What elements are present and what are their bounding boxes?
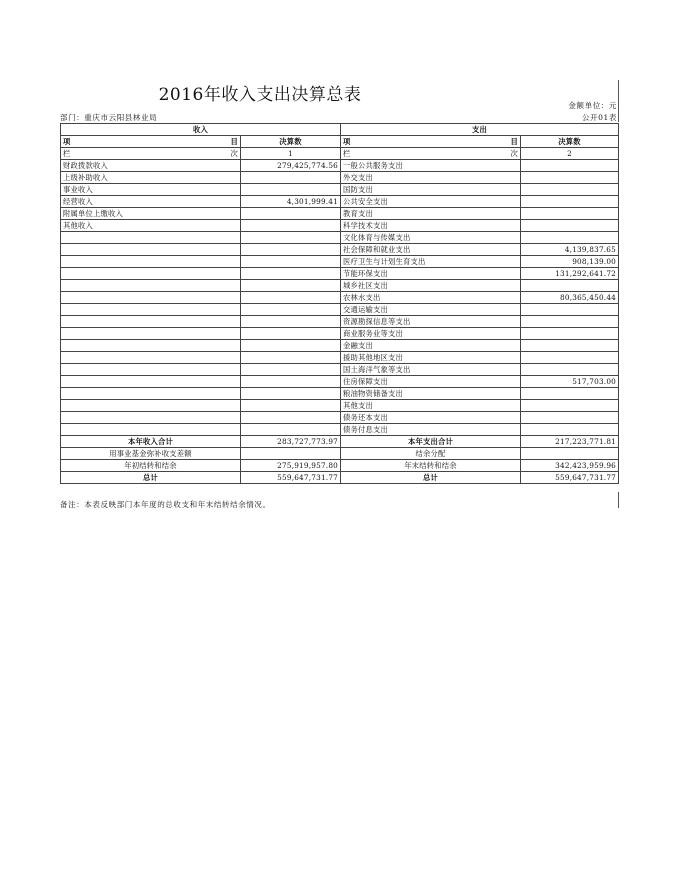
income-amount	[241, 292, 341, 304]
summary-row	[61, 460, 619, 472]
expense-item-label: 援助其他地区支出	[341, 352, 521, 364]
table-row	[61, 364, 619, 376]
income-col-index: 1	[241, 148, 341, 160]
form-number: 公开01表	[581, 113, 617, 122]
income-summary-label: 总计	[61, 472, 241, 484]
table-row	[61, 196, 619, 208]
income-item-label	[61, 232, 241, 244]
income-summary-label: 用事业基金弥补收支差额	[61, 448, 241, 460]
expense-item-label: 债务付息支出	[341, 424, 521, 436]
table-row	[61, 352, 619, 364]
income-item-label	[61, 400, 241, 412]
income-item-label: 经营收入	[61, 196, 241, 208]
expense-item-label: 国土海洋气象等支出	[341, 364, 521, 376]
table-row	[61, 268, 619, 280]
table-row	[61, 292, 619, 304]
table-row	[61, 376, 619, 388]
expense-item-label: 医疗卫生与计划生育支出	[341, 256, 521, 268]
income-amount	[241, 412, 341, 424]
expense-item-header: 项 目	[341, 136, 521, 148]
expense-item-label: 社会保障和就业支出	[341, 244, 521, 256]
expense-amount: 4,139,837.65	[521, 244, 619, 256]
income-amount	[241, 304, 341, 316]
income-amount	[241, 244, 341, 256]
page-edge-line-top	[618, 80, 619, 122]
income-amount	[241, 352, 341, 364]
expense-amount	[521, 364, 619, 376]
income-amount: 279,425,774.56	[241, 160, 341, 172]
expense-amount: 80,365,450.44	[521, 292, 619, 304]
column-header-row	[61, 136, 619, 148]
expense-amount	[521, 328, 619, 340]
income-amount	[241, 328, 341, 340]
income-item-label: 上级补助收入	[61, 172, 241, 184]
table-row	[61, 328, 619, 340]
expense-item-label: 商业服务业等支出	[341, 328, 521, 340]
expense-lan-ci: 栏 次	[341, 148, 521, 160]
column-index-row	[61, 148, 619, 160]
income-item-label	[61, 376, 241, 388]
expense-item-label: 农林水支出	[341, 292, 521, 304]
income-amount	[241, 280, 341, 292]
expense-header: 支出	[341, 124, 619, 136]
footnote: 备注：本表反映部门本年度的总收支和年末结转结余情况。	[60, 500, 271, 509]
expense-item-label: 文化体育与传媒支出	[341, 232, 521, 244]
expense-amount	[521, 196, 619, 208]
expense-amount	[521, 232, 619, 244]
income-amount: 4,301,999.41	[241, 196, 341, 208]
expense-amount	[521, 208, 619, 220]
expense-item-label: 公共安全支出	[341, 196, 521, 208]
page-edge-line-bottom	[618, 492, 619, 508]
expense-summary-amount: 559,647,731.77	[521, 472, 619, 484]
expense-amount	[521, 316, 619, 328]
unit-label: 金额单位：元	[568, 101, 617, 110]
table-row	[61, 208, 619, 220]
table-row	[61, 316, 619, 328]
expense-item-label: 国防支出	[341, 184, 521, 196]
income-summary-amount: 275,919,957.80	[241, 460, 341, 472]
income-item-label	[61, 244, 241, 256]
income-amount	[241, 376, 341, 388]
income-item-label	[61, 316, 241, 328]
income-amount	[241, 184, 341, 196]
expense-amount	[521, 184, 619, 196]
table-row	[61, 244, 619, 256]
expense-amount	[521, 280, 619, 292]
table-row	[61, 160, 619, 172]
income-summary-amount	[241, 448, 341, 460]
expense-item-label: 资源勘探信息等支出	[341, 316, 521, 328]
income-item-label: 其他收入	[61, 220, 241, 232]
table-row	[61, 220, 619, 232]
table-row	[61, 232, 619, 244]
income-item-header: 项 目	[61, 136, 241, 148]
expense-amount: 908,139.00	[521, 256, 619, 268]
expense-amount	[521, 424, 619, 436]
expense-amount: 131,292,641.72	[521, 268, 619, 280]
table-row	[61, 280, 619, 292]
expense-amount	[521, 388, 619, 400]
income-summary-label: 本年收入合计	[61, 436, 241, 448]
income-amount	[241, 340, 341, 352]
income-amount	[241, 232, 341, 244]
expense-amount	[521, 340, 619, 352]
expense-amount: 517,703.00	[521, 376, 619, 388]
page-title: 2016年收入支出决算总表	[158, 85, 362, 105]
expense-item-label: 粮油物资储备支出	[341, 388, 521, 400]
income-item-label: 财政拨款收入	[61, 160, 241, 172]
income-item-label: 事业收入	[61, 184, 241, 196]
expense-amount-header: 决算数	[521, 136, 619, 148]
expense-item-label: 节能环保支出	[341, 268, 521, 280]
expense-summary-label: 年末结转和结余	[341, 460, 521, 472]
expense-item-label: 金融支出	[341, 340, 521, 352]
section-header-row	[61, 124, 619, 136]
table-row	[61, 184, 619, 196]
expense-item-label: 科学技术支出	[341, 220, 521, 232]
income-item-label: 附属单位上缴收入	[61, 208, 241, 220]
expense-summary-label: 本年支出合计	[341, 436, 521, 448]
income-item-label	[61, 424, 241, 436]
expense-item-label: 债务还本支出	[341, 412, 521, 424]
income-lan-ci: 栏 次	[61, 148, 241, 160]
income-item-label	[61, 256, 241, 268]
expense-item-label: 住房保障支出	[341, 376, 521, 388]
department-label: 部门：重庆市云阳县林业局	[60, 113, 158, 122]
summary-row	[61, 448, 619, 460]
summary-row	[61, 436, 619, 448]
income-item-label	[61, 388, 241, 400]
income-amount-header: 决算数	[241, 136, 341, 148]
expense-amount	[521, 304, 619, 316]
income-amount	[241, 220, 341, 232]
expense-summary-label: 结余分配	[341, 448, 521, 460]
income-amount	[241, 172, 341, 184]
expense-item-label: 一般公共服务支出	[341, 160, 521, 172]
income-summary-amount: 283,727,773.97	[241, 436, 341, 448]
table-row	[61, 256, 619, 268]
income-item-label	[61, 304, 241, 316]
income-item-label	[61, 328, 241, 340]
income-header: 收入	[61, 124, 341, 136]
expense-item-label: 教育支出	[341, 208, 521, 220]
table-row	[61, 172, 619, 184]
table-row	[61, 340, 619, 352]
income-amount	[241, 316, 341, 328]
table-row	[61, 400, 619, 412]
income-item-label	[61, 280, 241, 292]
table-row	[61, 388, 619, 400]
table-row	[61, 304, 619, 316]
income-summary-label: 年初结转和结余	[61, 460, 241, 472]
income-item-label	[61, 352, 241, 364]
expense-item-label: 外交支出	[341, 172, 521, 184]
expense-summary-amount: 342,423,959.96	[521, 460, 619, 472]
expense-amount	[521, 172, 619, 184]
income-amount	[241, 256, 341, 268]
expense-amount	[521, 220, 619, 232]
income-item-label	[61, 268, 241, 280]
expense-amount	[521, 400, 619, 412]
table-row	[61, 424, 619, 436]
summary-table	[60, 123, 619, 484]
income-amount	[241, 388, 341, 400]
expense-amount	[521, 412, 619, 424]
income-item-label	[61, 412, 241, 424]
expense-col-index: 2	[521, 148, 619, 160]
income-amount	[241, 208, 341, 220]
expense-amount	[521, 160, 619, 172]
expense-item-label: 交通运输支出	[341, 304, 521, 316]
income-amount	[241, 268, 341, 280]
expense-item-label: 其他支出	[341, 400, 521, 412]
income-item-label	[61, 364, 241, 376]
income-item-label	[61, 340, 241, 352]
expense-summary-amount	[521, 448, 619, 460]
income-item-label	[61, 292, 241, 304]
income-summary-amount: 559,647,731.77	[241, 472, 341, 484]
expense-summary-label: 总计	[341, 472, 521, 484]
summary-row	[61, 472, 619, 484]
expense-item-label: 城乡社区支出	[341, 280, 521, 292]
expense-amount	[521, 352, 619, 364]
expense-summary-amount: 217,223,771.81	[521, 436, 619, 448]
income-amount	[241, 400, 341, 412]
income-amount	[241, 364, 341, 376]
income-amount	[241, 424, 341, 436]
table-row	[61, 412, 619, 424]
